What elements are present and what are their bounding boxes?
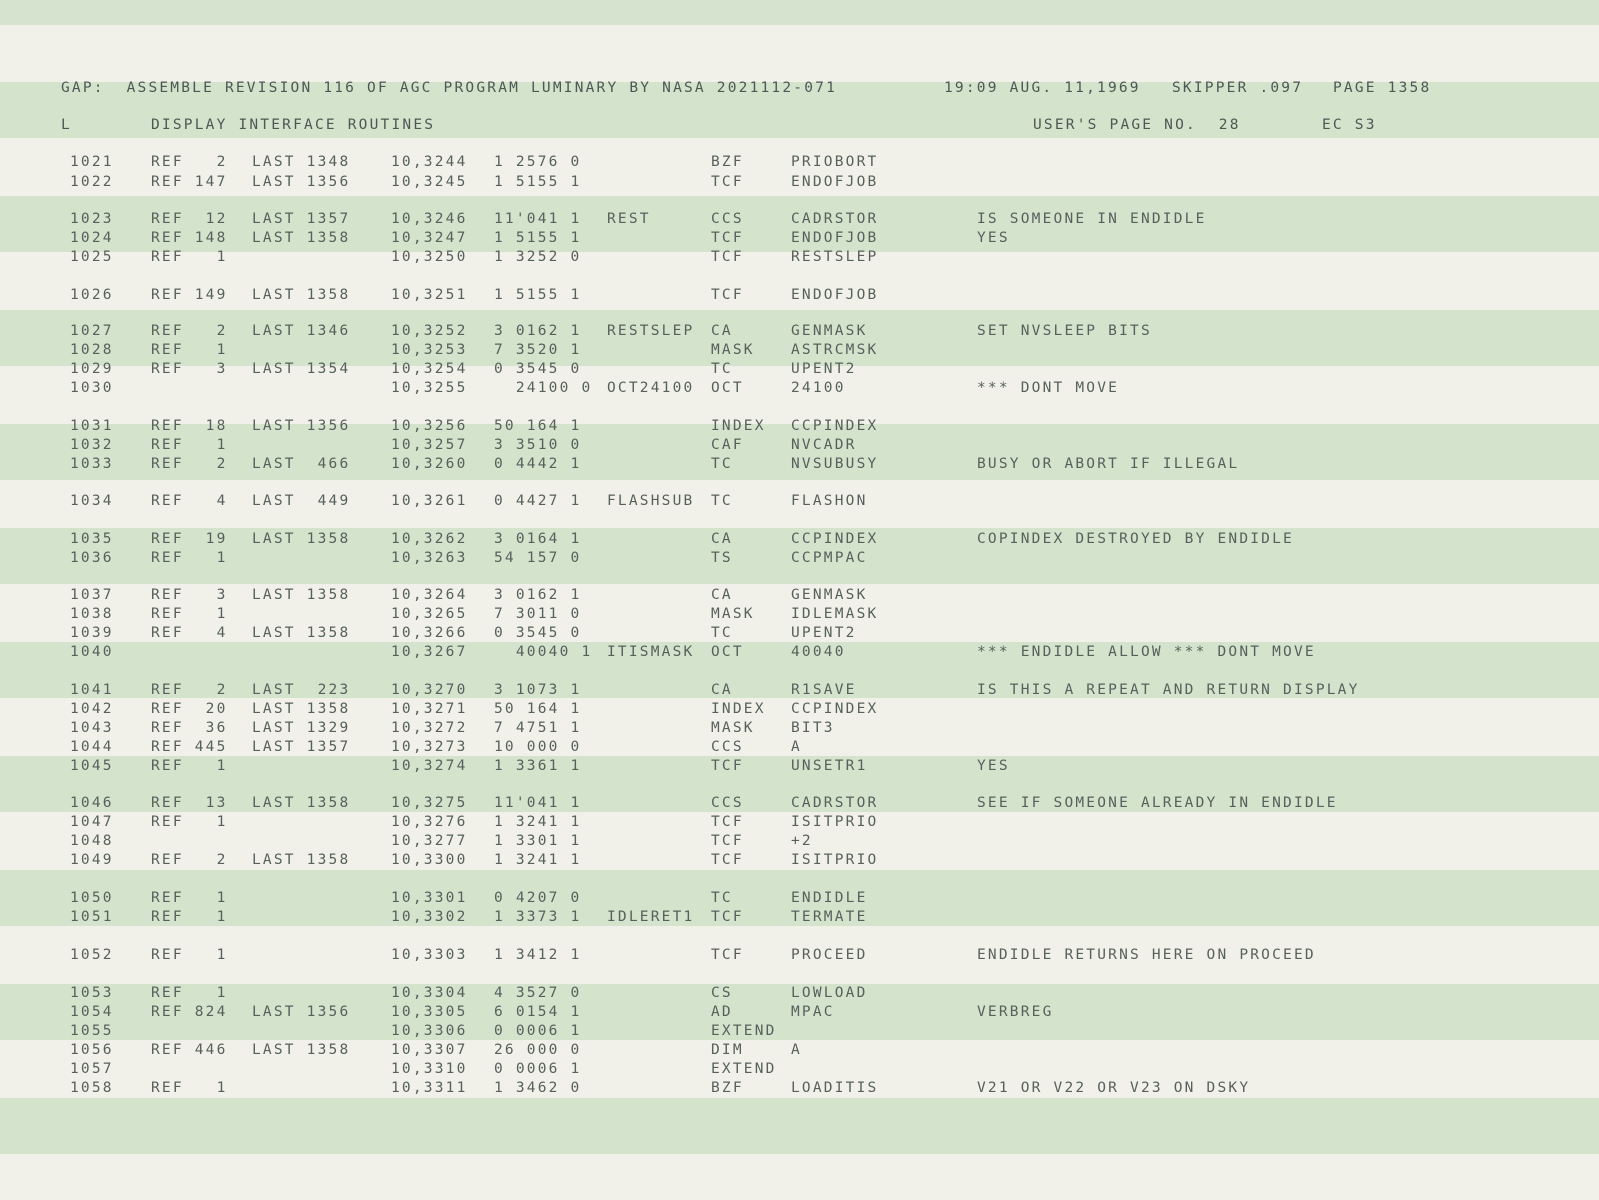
listing-user: SKIPPER .097: [1172, 80, 1304, 96]
operand: ENDOFJOB: [791, 287, 879, 303]
operand: 40040: [791, 644, 846, 660]
ref-count: REF 1: [151, 249, 228, 265]
object-code: 1 3241 1: [494, 814, 582, 830]
line-number: 1037: [70, 587, 114, 603]
line-number: 1056: [70, 1042, 114, 1058]
comment: V21 OR V22 OR V23 ON DSKY: [977, 1080, 1251, 1096]
last-ref: LAST 1356: [252, 1004, 351, 1020]
operand: CADRSTOR: [791, 795, 879, 811]
last-ref: LAST 1356: [252, 418, 351, 434]
line-number: 1044: [70, 739, 114, 755]
address: 10,3271: [391, 701, 468, 717]
opcode: CCS: [711, 739, 744, 755]
operand: LOWLOAD: [791, 985, 868, 1001]
address: 10,3263: [391, 550, 468, 566]
comment: YES: [977, 758, 1010, 774]
line-number: 1027: [70, 323, 114, 339]
address: 10,3246: [391, 211, 468, 227]
last-ref: LAST 1346: [252, 323, 351, 339]
last-ref: LAST 1358: [252, 531, 351, 547]
object-code: 6 0154 1: [494, 1004, 582, 1020]
paper-band: [0, 1098, 1599, 1154]
last-ref: LAST 1358: [252, 701, 351, 717]
address: 10,3275: [391, 795, 468, 811]
opcode: TCF: [711, 174, 744, 190]
line-number: 1031: [70, 418, 114, 434]
opcode: TCF: [711, 287, 744, 303]
operand: ENDOFJOB: [791, 174, 879, 190]
operand: CADRSTOR: [791, 211, 879, 227]
last-ref: LAST 1358: [252, 852, 351, 868]
comment: ENDIDLE RETURNS HERE ON PROCEED: [977, 947, 1316, 963]
operand: A: [791, 1042, 802, 1058]
last-ref: LAST 1354: [252, 361, 351, 377]
object-code: 50 164 1: [494, 418, 582, 434]
object-code: 1 3373 1: [494, 909, 582, 925]
line-number: 1042: [70, 701, 114, 717]
ref-count: REF 445: [151, 739, 228, 755]
opcode: CCS: [711, 211, 744, 227]
line-number: 1043: [70, 720, 114, 736]
ref-count: REF 3: [151, 361, 228, 377]
last-ref: LAST 223: [252, 682, 351, 698]
last-ref: LAST 1356: [252, 174, 351, 190]
object-code: 3 3510 0: [494, 437, 582, 453]
operand: PRIOBORT: [791, 154, 879, 170]
opcode: CA: [711, 587, 733, 603]
last-ref: LAST 449: [252, 493, 351, 509]
operand: PROCEED: [791, 947, 868, 963]
operand: A: [791, 739, 802, 755]
operand: CCPINDEX: [791, 701, 879, 717]
object-code: 1 3241 1: [494, 852, 582, 868]
paper-band: [0, 0, 1599, 25]
address: 10,3301: [391, 890, 468, 906]
opcode: TS: [711, 550, 733, 566]
address: 10,3247: [391, 230, 468, 246]
operand: ENDOFJOB: [791, 230, 879, 246]
ref-count: REF 1: [151, 890, 228, 906]
operand: ENDIDLE: [791, 890, 868, 906]
line-number: 1048: [70, 833, 114, 849]
object-code: 4 3527 0: [494, 985, 582, 1001]
address: 10,3267: [391, 644, 468, 660]
opcode: TCF: [711, 909, 744, 925]
operand: GENMASK: [791, 587, 868, 603]
object-code: 7 3011 0: [494, 606, 582, 622]
address: 10,3250: [391, 249, 468, 265]
operand: CCPINDEX: [791, 531, 879, 547]
operand: ISITPRIO: [791, 852, 879, 868]
opcode: TC: [711, 493, 733, 509]
object-code: 1 5155 1: [494, 287, 582, 303]
opcode: TCF: [711, 833, 744, 849]
ref-count: REF 1: [151, 947, 228, 963]
object-code: 1 3252 0: [494, 249, 582, 265]
address: 10,3277: [391, 833, 468, 849]
opcode: BZF: [711, 1080, 744, 1096]
last-ref: LAST 466: [252, 456, 351, 472]
label: FLASHSUB: [607, 493, 695, 509]
ref-count: REF 1: [151, 758, 228, 774]
address: 10,3305: [391, 1004, 468, 1020]
ref-count: REF 2: [151, 852, 228, 868]
object-code: 7 3520 1: [494, 342, 582, 358]
address: 10,3310: [391, 1061, 468, 1077]
line-number: 1045: [70, 758, 114, 774]
object-code: 0 0006 1: [494, 1061, 582, 1077]
ref-count: REF 1: [151, 606, 228, 622]
operand: RESTSLEP: [791, 249, 879, 265]
comment: COPINDEX DESTROYED BY ENDIDLE: [977, 531, 1294, 547]
ref-count: REF 147: [151, 174, 228, 190]
opcode: CS: [711, 985, 733, 1001]
address: 10,3262: [391, 531, 468, 547]
object-code: 1 5155 1: [494, 230, 582, 246]
comment: VERBREG: [977, 1004, 1054, 1020]
line-number: 1057: [70, 1061, 114, 1077]
address: 10,3304: [391, 985, 468, 1001]
line-number: 1054: [70, 1004, 114, 1020]
label: REST: [607, 211, 651, 227]
opcode: TC: [711, 890, 733, 906]
object-code: 40040 1: [494, 644, 593, 660]
object-code: 3 0162 1: [494, 587, 582, 603]
line-number: 1030: [70, 380, 114, 396]
opcode: CA: [711, 682, 733, 698]
opcode: TCF: [711, 814, 744, 830]
opcode: OCT: [711, 644, 744, 660]
opcode: CAF: [711, 437, 744, 453]
line-number: 1053: [70, 985, 114, 1001]
address: 10,3311: [391, 1080, 468, 1096]
line-number: 1028: [70, 342, 114, 358]
object-code: 1 3412 1: [494, 947, 582, 963]
line-number: 1026: [70, 287, 114, 303]
operand: CCPMPAC: [791, 550, 868, 566]
section-title: DISPLAY INTERFACE ROUTINES: [151, 117, 436, 133]
object-code: 3 0164 1: [494, 531, 582, 547]
ref-count: REF 1: [151, 985, 228, 1001]
address: 10,3251: [391, 287, 468, 303]
line-number: 1034: [70, 493, 114, 509]
opcode: MASK: [711, 342, 755, 358]
opcode: TCF: [711, 758, 744, 774]
operand: R1SAVE: [791, 682, 857, 698]
opcode: TCF: [711, 230, 744, 246]
ref-count: REF 1: [151, 909, 228, 925]
operand: LOADITIS: [791, 1080, 879, 1096]
opcode: MASK: [711, 606, 755, 622]
ref-count: REF 3: [151, 587, 228, 603]
object-code: 1 2576 0: [494, 154, 582, 170]
object-code: 1 3462 0: [494, 1080, 582, 1096]
ref-count: REF 18: [151, 418, 228, 434]
line-number: 1036: [70, 550, 114, 566]
line-number: 1051: [70, 909, 114, 925]
line-number: 1024: [70, 230, 114, 246]
ref-count: REF 19: [151, 531, 228, 547]
opcode: TCF: [711, 947, 744, 963]
listing-page: PAGE 1358: [1333, 80, 1432, 96]
line-number: 1021: [70, 154, 114, 170]
listing-title: GAP: ASSEMBLE REVISION 116 OF AGC PROGRAM LUMINARY BY NASA 2021112-071: [61, 80, 838, 96]
ref-count: REF 2: [151, 682, 228, 698]
operand: NVCADR: [791, 437, 857, 453]
operand: UPENT2: [791, 361, 857, 377]
line-number: 1033: [70, 456, 114, 472]
address: 10,3257: [391, 437, 468, 453]
object-code: 24100 0: [494, 380, 593, 396]
last-ref: LAST 1358: [252, 587, 351, 603]
opcode: INDEX: [711, 418, 766, 434]
comment: SEE IF SOMEONE ALREADY IN ENDIDLE: [977, 795, 1338, 811]
comment: YES: [977, 230, 1010, 246]
address: 10,3264: [391, 587, 468, 603]
object-code: 0 4207 0: [494, 890, 582, 906]
comment: IS THIS A REPEAT AND RETURN DISPLAY: [977, 682, 1360, 698]
operand: GENMASK: [791, 323, 868, 339]
ref-count: REF 1: [151, 550, 228, 566]
label: OCT24100: [607, 380, 695, 396]
last-ref: LAST 1358: [252, 625, 351, 641]
operand: BIT3: [791, 720, 835, 736]
opcode: OCT: [711, 380, 744, 396]
object-code: 1 5155 1: [494, 174, 582, 190]
ref-count: REF 1: [151, 437, 228, 453]
ref-count: REF 4: [151, 625, 228, 641]
line-number: 1039: [70, 625, 114, 641]
opcode: TCF: [711, 249, 744, 265]
line-number: 1025: [70, 249, 114, 265]
operand: ASTRCMSK: [791, 342, 879, 358]
operand: 24100: [791, 380, 846, 396]
object-code: 0 3545 0: [494, 361, 582, 377]
opcode: CA: [711, 323, 733, 339]
comment: BUSY OR ABORT IF ILLEGAL: [977, 456, 1240, 472]
label: RESTSLEP: [607, 323, 695, 339]
object-code: 0 4442 1: [494, 456, 582, 472]
line-number: 1055: [70, 1023, 114, 1039]
comment: *** DONT MOVE: [977, 380, 1120, 396]
opcode: AD: [711, 1004, 733, 1020]
opcode: TCF: [711, 852, 744, 868]
line-number: 1049: [70, 852, 114, 868]
opcode: BZF: [711, 154, 744, 170]
object-code: 7 4751 1: [494, 720, 582, 736]
ref-count: REF 2: [151, 323, 228, 339]
line-number: 1052: [70, 947, 114, 963]
ref-count: REF 1: [151, 342, 228, 358]
address: 10,3252: [391, 323, 468, 339]
address: 10,3300: [391, 852, 468, 868]
opcode: MASK: [711, 720, 755, 736]
ref-count: REF 148: [151, 230, 228, 246]
line-number: 1041: [70, 682, 114, 698]
column-l-label: L: [61, 117, 72, 133]
address: 10,3255: [391, 380, 468, 396]
opcode: TC: [711, 456, 733, 472]
address: 10,3272: [391, 720, 468, 736]
ref-count: REF 36: [151, 720, 228, 736]
line-number: 1029: [70, 361, 114, 377]
opcode: EXTEND: [711, 1023, 777, 1039]
address: 10,3273: [391, 739, 468, 755]
opcode: TC: [711, 361, 733, 377]
listing-timestamp: 19:09 AUG. 11,1969: [944, 80, 1141, 96]
opcode: DIM: [711, 1042, 744, 1058]
last-ref: LAST 1357: [252, 739, 351, 755]
ref-count: REF 20: [151, 701, 228, 717]
address: 10,3270: [391, 682, 468, 698]
last-ref: LAST 1357: [252, 211, 351, 227]
ref-count: REF 2: [151, 154, 228, 170]
line-number: 1035: [70, 531, 114, 547]
object-code: 50 164 1: [494, 701, 582, 717]
line-number: 1032: [70, 437, 114, 453]
address: 10,3307: [391, 1042, 468, 1058]
address: 10,3261: [391, 493, 468, 509]
ref-count: REF 13: [151, 795, 228, 811]
object-code: 0 0006 1: [494, 1023, 582, 1039]
opcode: TC: [711, 625, 733, 641]
opcode: CCS: [711, 795, 744, 811]
operand: +2: [791, 833, 813, 849]
address: 10,3302: [391, 909, 468, 925]
address: 10,3253: [391, 342, 468, 358]
comment: SET NVSLEEP BITS: [977, 323, 1152, 339]
operand: MPAC: [791, 1004, 835, 1020]
ref-count: REF 1: [151, 814, 228, 830]
object-code: 0 3545 0: [494, 625, 582, 641]
label: IDLERET1: [607, 909, 695, 925]
object-code: 11'041 1: [494, 211, 582, 227]
comment: *** ENDIDLE ALLOW *** DONT MOVE: [977, 644, 1316, 660]
operand: TERMATE: [791, 909, 868, 925]
object-code: 26 000 0: [494, 1042, 582, 1058]
line-number: 1046: [70, 795, 114, 811]
line-number: 1023: [70, 211, 114, 227]
ref-count: REF 824: [151, 1004, 228, 1020]
object-code: 3 1073 1: [494, 682, 582, 698]
address: 10,3260: [391, 456, 468, 472]
ref-count: REF 4: [151, 493, 228, 509]
operand: ISITPRIO: [791, 814, 879, 830]
operand: FLASHON: [791, 493, 868, 509]
object-code: 11'041 1: [494, 795, 582, 811]
object-code: 0 4427 1: [494, 493, 582, 509]
ref-count: REF 149: [151, 287, 228, 303]
operand: CCPINDEX: [791, 418, 879, 434]
address: 10,3274: [391, 758, 468, 774]
address: 10,3265: [391, 606, 468, 622]
address: 10,3266: [391, 625, 468, 641]
object-code: 54 157 0: [494, 550, 582, 566]
last-ref: LAST 1358: [252, 795, 351, 811]
line-number: 1040: [70, 644, 114, 660]
address: 10,3303: [391, 947, 468, 963]
ref-count: REF 2: [151, 456, 228, 472]
object-code: 1 3361 1: [494, 758, 582, 774]
comment: IS SOMEONE IN ENDIDLE: [977, 211, 1207, 227]
line-number: 1047: [70, 814, 114, 830]
object-code: 1 3301 1: [494, 833, 582, 849]
opcode: INDEX: [711, 701, 766, 717]
address: 10,3244: [391, 154, 468, 170]
ref-count: REF 12: [151, 211, 228, 227]
operand: NVSUBUSY: [791, 456, 879, 472]
object-code: 10 000 0: [494, 739, 582, 755]
line-number: 1050: [70, 890, 114, 906]
opcode: EXTEND: [711, 1061, 777, 1077]
operand: UPENT2: [791, 625, 857, 641]
operand: UNSETR1: [791, 758, 868, 774]
ec-label: EC S3: [1322, 117, 1377, 133]
ref-count: REF 1: [151, 1080, 228, 1096]
address: 10,3256: [391, 418, 468, 434]
line-number: 1038: [70, 606, 114, 622]
address: 10,3306: [391, 1023, 468, 1039]
ref-count: REF 446: [151, 1042, 228, 1058]
address: 10,3276: [391, 814, 468, 830]
opcode: CA: [711, 531, 733, 547]
address: 10,3254: [391, 361, 468, 377]
line-number: 1022: [70, 174, 114, 190]
label: ITISMASK: [607, 644, 695, 660]
line-number: 1058: [70, 1080, 114, 1096]
last-ref: LAST 1358: [252, 287, 351, 303]
object-code: 3 0162 1: [494, 323, 582, 339]
operand: IDLEMASK: [791, 606, 879, 622]
users-page-number: USER'S PAGE NO. 28: [1033, 117, 1241, 133]
last-ref: LAST 1348: [252, 154, 351, 170]
last-ref: LAST 1358: [252, 1042, 351, 1058]
last-ref: LAST 1329: [252, 720, 351, 736]
last-ref: LAST 1358: [252, 230, 351, 246]
address: 10,3245: [391, 174, 468, 190]
